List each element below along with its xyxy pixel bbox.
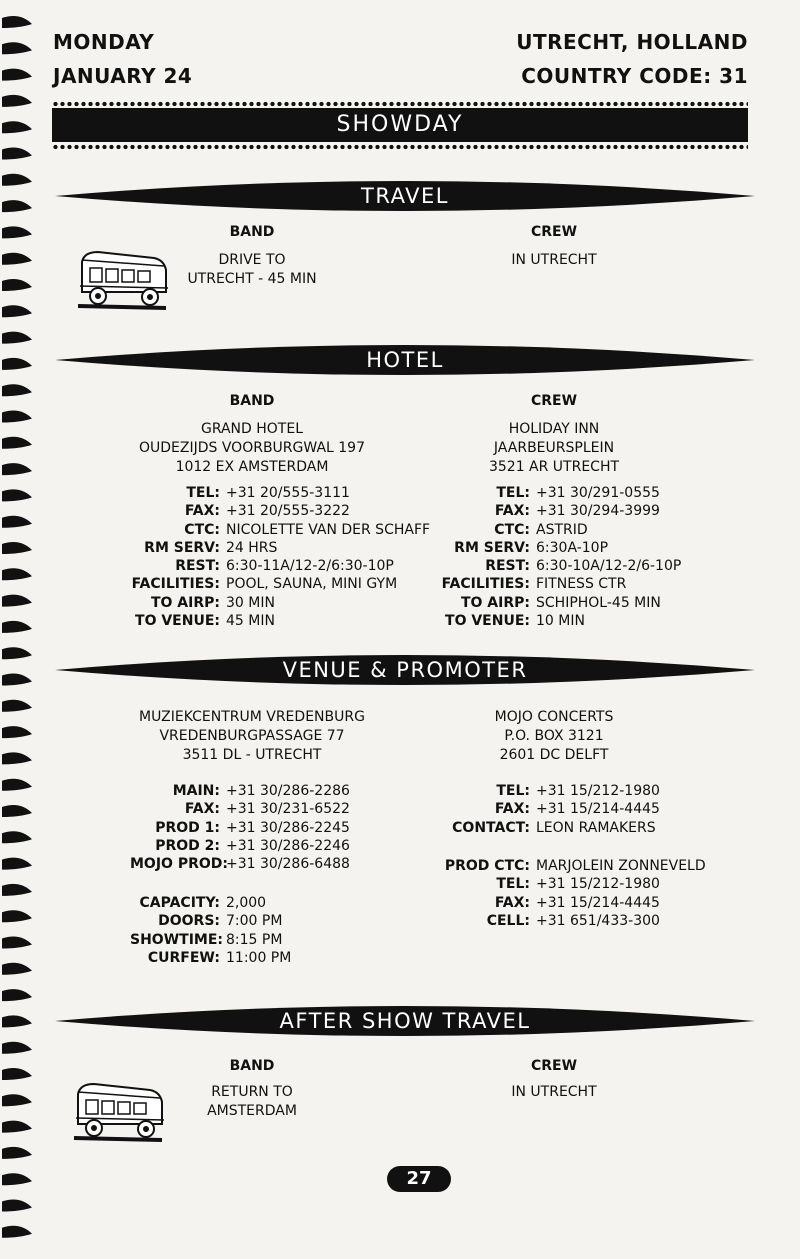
dotted-rule-top (52, 101, 748, 107)
venue-banner (55, 654, 755, 686)
spiral-coil (2, 463, 32, 475)
spiral-coil (2, 1200, 32, 1212)
spiral-coil (2, 1042, 32, 1054)
spiral-coil (2, 726, 32, 738)
after-show-banner (55, 1005, 755, 1037)
spiral-coil (2, 226, 32, 238)
spiral-coil (2, 305, 32, 317)
spiral-coil (2, 489, 32, 501)
bus-icon (76, 248, 170, 312)
hotel-crew-address: HOLIDAY INN JAARBEURSPLEIN 3521 AR UTRECHT (488, 421, 620, 475)
header-city: UTRECHT, HOLLAND (516, 30, 748, 54)
spiral-coil (2, 1173, 32, 1185)
after-show-crew-info: IN UTRECHT (511, 1084, 597, 1100)
spiral-coil (2, 121, 32, 133)
spiral-binding (0, 0, 40, 1259)
spiral-coil (2, 1015, 32, 1027)
spiral-coil (2, 674, 32, 686)
spiral-coil (2, 910, 32, 922)
hotel-band-label: BAND (229, 393, 275, 409)
spiral-coil (2, 1121, 32, 1133)
spiral-coil (2, 174, 32, 186)
spiral-coil (2, 647, 32, 659)
spiral-coil (2, 16, 32, 28)
travel-title: TRAVEL (361, 184, 449, 208)
promoter-phones: TEL: +31 15/212-1980 FAX: +31 15/214-4445 CONTACT: LEON RAMAKERS (452, 783, 660, 836)
spiral-coil (2, 621, 32, 633)
after-show-band-label: BAND (229, 1058, 275, 1074)
header-country-code: COUNTRY CODE: 31 (521, 64, 748, 88)
bus-icon (72, 1080, 166, 1144)
page-number: 27 (387, 1166, 451, 1192)
spiral-coil (2, 831, 32, 843)
hotel-crew-details: TEL: +31 30/291-0555 FAX: +31 30/294-3999 CTC: ASTRID RM SERV: 6:30A-10P REST: 6:30-10A/12-2/6-10P FACILITIES: FITNESS CTR TO AIRP: SCHIPHOL-45 MIN TO VENUE: 10 MIN (441, 485, 682, 630)
spiral-coil (2, 69, 32, 81)
spiral-coil (2, 253, 32, 265)
spiral-coil (2, 516, 32, 528)
spiral-coil (2, 752, 32, 764)
travel-band-info: DRIVE TO UTRECHT - 45 MIN (187, 252, 317, 287)
header-date: JANUARY 24 (53, 64, 193, 88)
spiral-coil (2, 411, 32, 423)
after-show-title: AFTER SHOW TRAVEL (279, 1009, 531, 1033)
travel-crew-label: CREW (530, 224, 578, 240)
promoter-address: MOJO CONCERTS P.O. BOX 3121 2601 DC DELFT (494, 709, 614, 763)
venue-times: CAPACITY: 2,000 DOORS: 7:00 PM SHOWTIME: 8:15 PM CURFEW: 11:00 PM (130, 895, 292, 966)
spiral-coil (2, 200, 32, 212)
spiral-coil (2, 437, 32, 449)
venue-address: MUZIEKCENTRUM VREDENBURG VREDENBURGPASSAGE 77 3511 DL - UTRECHT (139, 709, 365, 763)
spiral-coil (2, 148, 32, 160)
spiral-coil (2, 1094, 32, 1106)
spiral-coil (2, 358, 32, 370)
showday-banner: SHOWDAY (52, 108, 748, 142)
spiral-coil (2, 884, 32, 896)
spiral-coil (2, 42, 32, 54)
hotel-title: HOTEL (366, 348, 444, 372)
spiral-coil (2, 963, 32, 975)
header-day: MONDAY (53, 30, 155, 54)
spiral-coil (2, 805, 32, 817)
spiral-coil (2, 568, 32, 580)
spiral-coil (2, 332, 32, 344)
spiral-coil (2, 1068, 32, 1080)
spiral-coil (2, 700, 32, 712)
spiral-coil (2, 779, 32, 791)
after-show-band-info: RETURN TO AMSTERDAM (207, 1084, 297, 1119)
hotel-banner (55, 344, 755, 376)
travel-band-label: BAND (229, 224, 275, 240)
spiral-coil (2, 858, 32, 870)
hotel-band-details: TEL: +31 20/555-3111 FAX: +31 20/555-3222 CTC: NICOLETTE VAN DER SCHAFF RM SERV: 24 HRS REST: 6:30-11A/12-2/6:30-10P FACILITIES: POOL, SAUNA, MINI GYM TO AIRP: 30 MIN TO VENUE: 45 MIN (131, 485, 431, 630)
spiral-coil (2, 1147, 32, 1159)
spiral-coil (2, 595, 32, 607)
spiral-coil (2, 279, 32, 291)
promoter-production: PROD CTC: MARJOLEIN ZONNEVELD TEL: +31 15/212-1980 FAX: +31 15/214-4445 CELL: +31 651/433-300 (444, 858, 706, 929)
spiral-coil (2, 384, 32, 396)
spiral-coil (2, 1226, 32, 1238)
hotel-band-address: GRAND HOTEL OUDEZIJDS VOORBURGWAL 197 1012 EX AMSTERDAM (138, 421, 365, 475)
travel-banner (55, 180, 755, 212)
spiral-coil (2, 937, 32, 949)
spiral-coil (2, 542, 32, 554)
venue-phones: MAIN: +31 30/286-2286 FAX: +31 30/231-6522 PROD 1: +31 30/286-2245 PROD 2: +31 30/286-2246 MOJO PROD: +31 30/286-6488 (130, 783, 350, 873)
venue-title: VENUE & PROMOTER (282, 658, 528, 682)
spiral-coil (2, 95, 32, 107)
hotel-crew-label: CREW (530, 393, 578, 409)
after-show-crew-label: CREW (530, 1058, 578, 1074)
travel-crew-info: IN UTRECHT (511, 252, 597, 268)
spiral-coil (2, 989, 32, 1001)
dotted-rule-bottom (52, 144, 748, 150)
